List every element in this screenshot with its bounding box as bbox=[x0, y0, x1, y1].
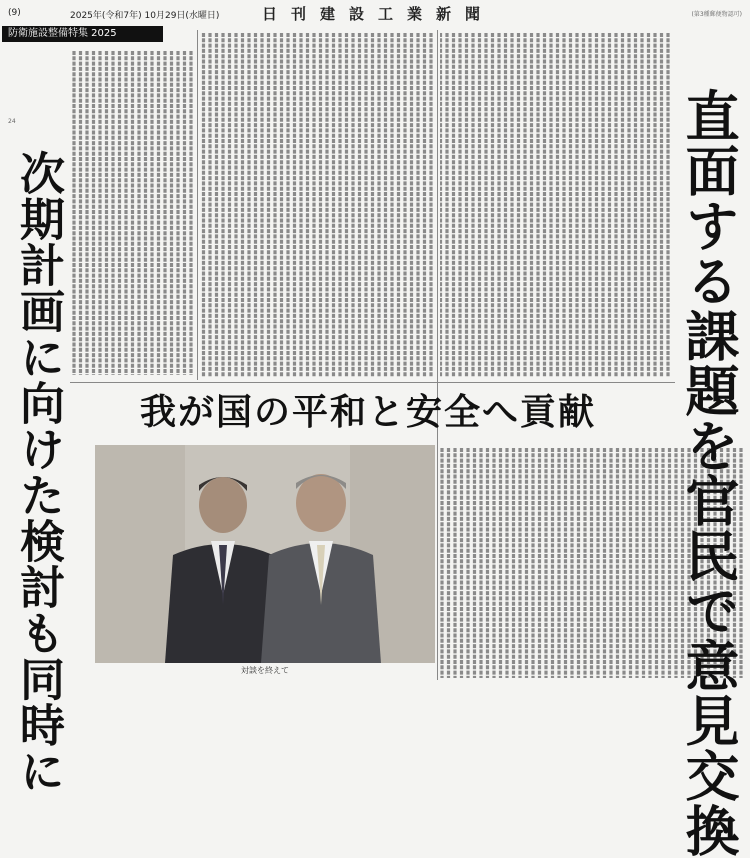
sub-headline: 次期計画に向けた検討も同時に bbox=[12, 150, 65, 794]
page-reference: 24 bbox=[8, 118, 16, 125]
headline-divider bbox=[70, 382, 675, 383]
photo-caption: 対談を終えて bbox=[241, 666, 289, 675]
feature-banner: 防衛施設整備特集 2025 bbox=[2, 26, 163, 42]
column-divider bbox=[437, 30, 438, 680]
page-header bbox=[0, 0, 750, 26]
newspaper-masthead: 日刊建設工業新聞 bbox=[262, 5, 495, 23]
interview-photo bbox=[95, 445, 435, 663]
issue-date: 2025年(令和7年) 10月29日(水曜日) bbox=[70, 11, 220, 21]
page-number: (9) bbox=[8, 8, 21, 18]
article-body-top-right bbox=[440, 30, 672, 380]
postal-notice: (第3種郵便物認可) bbox=[691, 11, 742, 18]
center-headline: 我が国の平和と安全へ貢献 bbox=[139, 391, 596, 433]
article-body-top-middle bbox=[200, 30, 435, 380]
column-divider bbox=[197, 30, 198, 380]
article-body-top-left bbox=[70, 48, 195, 378]
main-headline: 直面する課題を官民で意見交換 bbox=[677, 88, 740, 858]
